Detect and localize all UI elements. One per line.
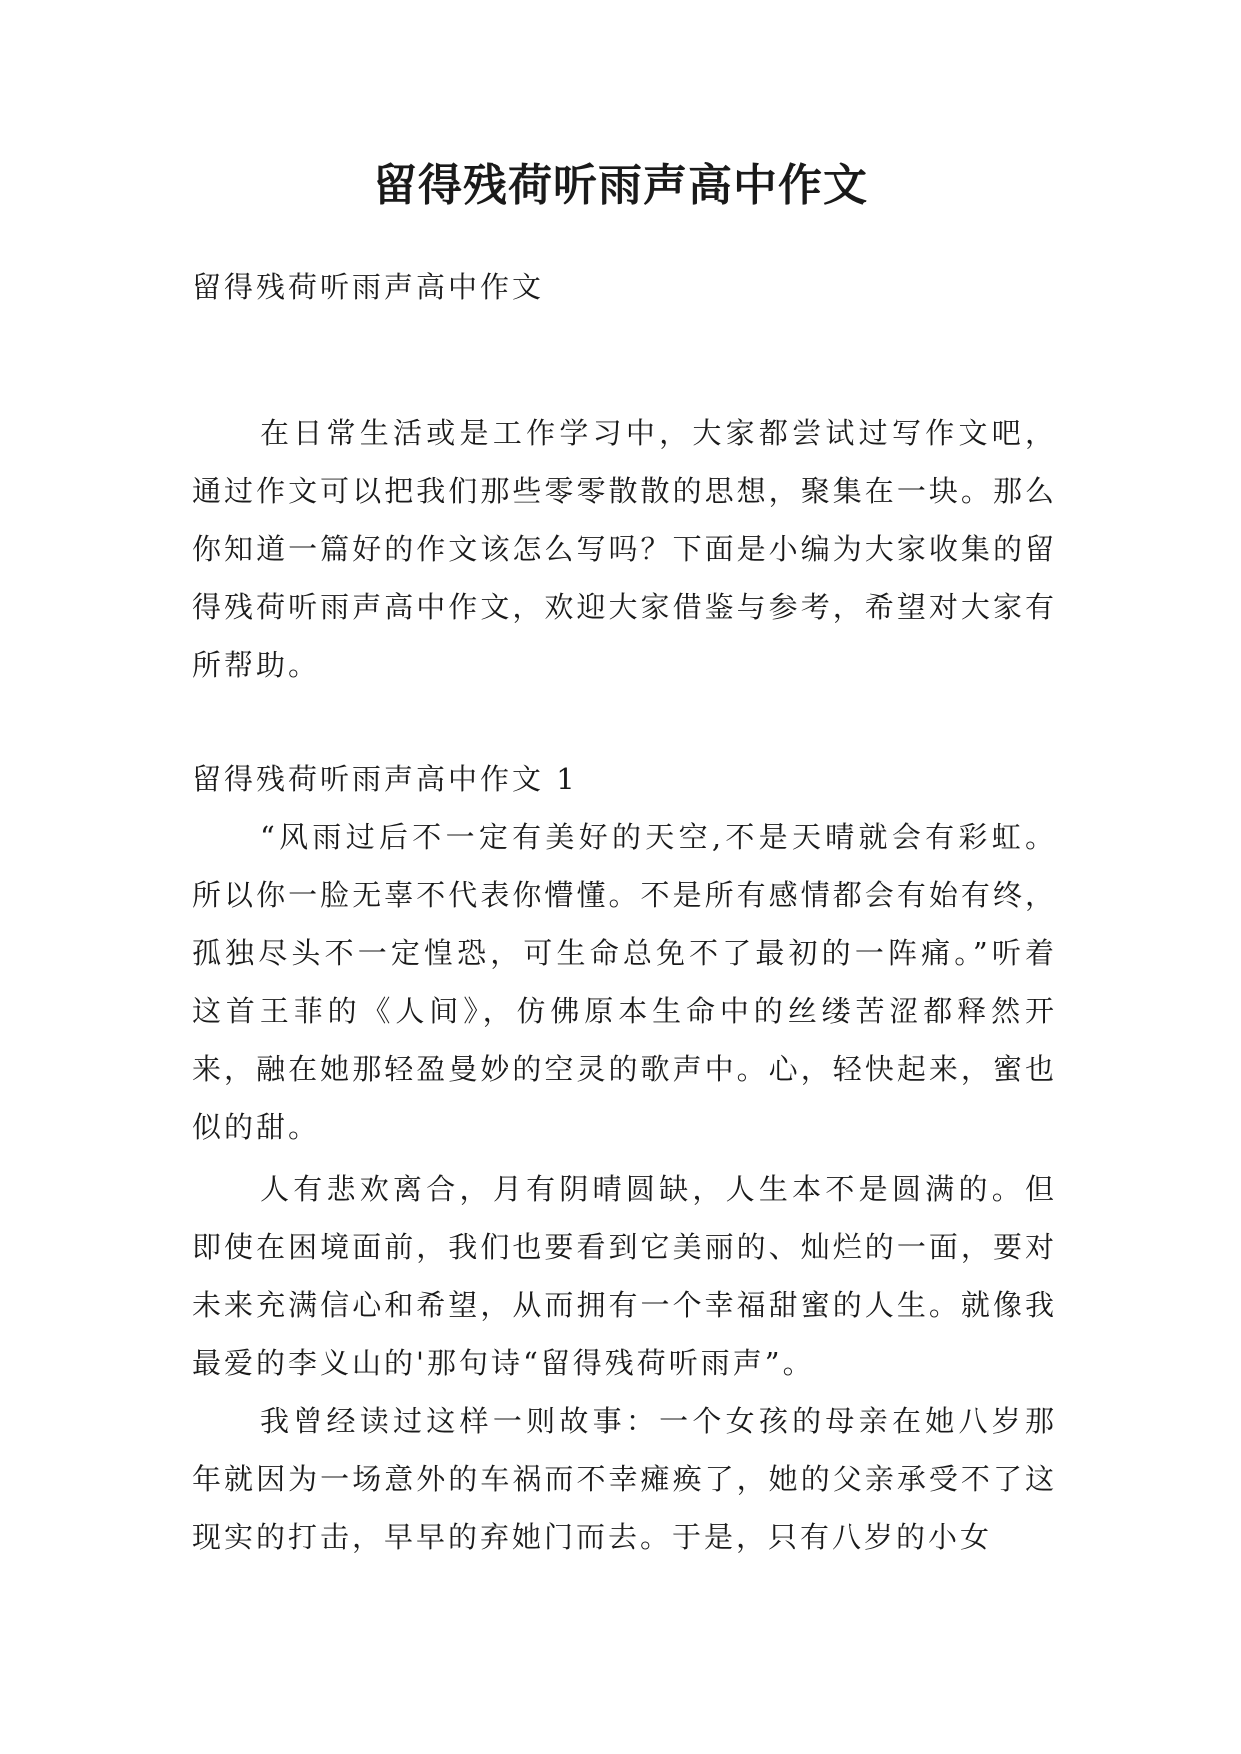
document-title: 留得残荷听雨声高中作文 bbox=[373, 160, 868, 211]
section-heading: 留得残荷听雨声高中作文 1 bbox=[192, 762, 578, 796]
document-subtitle: 留得残荷听雨声高中作文 bbox=[192, 270, 545, 304]
paragraph-2: 人有悲欢离合，月有阴晴圆缺，人生本不是圆满的。但即使在困境面前，我们也要看到它美丽的、灿烂的一面，要对未来充满信心和希望，从而拥有一个幸福甜蜜的人生。就像我最爱的李义山的'那句诗“留得残荷听雨声”。 bbox=[192, 1172, 1057, 1380]
paragraph-1: “风雨过后不一定有美好的天空,不是天晴就会有彩虹。所以你一脸无辜不代表你懵懂。不是所有感情都会有始有终，孤独尽头不一定惶恐，可生命总免不了最初的一阵痛。”听着这首王菲的《人间》，仿佛原本生命中的丝缕苦涩都释然开来，融在她那轻盈曼妙的空灵的歌声中。心，轻快起来，蜜也似的甜。 bbox=[192, 820, 1057, 1144]
intro-paragraph: 在日常生活或是工作学习中，大家都尝试过写作文吧，通过作文可以把我们那些零零散散的思想，聚集在一块。那么你知道一篇好的作文该怎么写吗？下面是小编为大家收集的留得残荷听雨声高中作文，欢迎大家借鉴与参考，希望对大家有所帮助。 bbox=[192, 416, 1057, 682]
paragraph-3: 我曾经读过这样一则故事：一个女孩的母亲在她八岁那年就因为一场意外的车祸而不幸瘫痪了，她的父亲承受不了这现实的打击，早早的弃她门而去。于是，只有八岁的小女 bbox=[192, 1404, 1057, 1554]
